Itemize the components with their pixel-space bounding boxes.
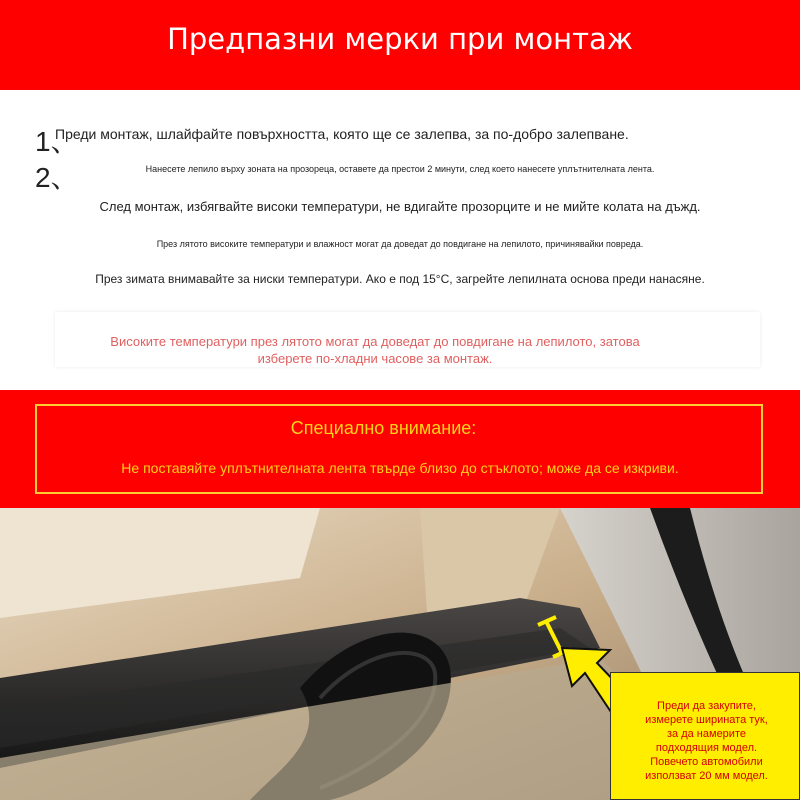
attention-banner: [0, 390, 800, 508]
attention-title: Специално внимание:: [290, 418, 477, 438]
measure-line-2: измерете ширината тук,: [645, 714, 768, 726]
step-line-3: След монтаж, избягвайте високи температури, не вдигайте прозорците и не мийте колата на дъжд.: [99, 199, 701, 214]
measure-line-6: използват 20 мм модел.: [645, 770, 768, 782]
step-line-2: Нанесете лепило върху зоната на прозореца, оставете да престои 2 минути, след което нанесете уплътнителната лента.: [145, 164, 655, 174]
measure-line-1: Преди да закупите,: [657, 700, 756, 712]
note-line-1: Високите температури през лятото могат да доведат до повдигане на лепилото, затова: [110, 334, 640, 349]
note-line-2: изберете по-хладни часове за монтаж.: [257, 351, 493, 366]
header-banner: [0, 0, 800, 90]
measure-line-3: за да намерите: [667, 728, 746, 740]
measure-line-5: Повечето автомобили: [650, 756, 763, 768]
step-line-1: Преди монтаж, шлайфайте повърхността, която ще се залепва, за по-добро залепване.: [55, 126, 629, 142]
measure-line-4: подходящия модел.: [655, 742, 758, 754]
attention-text: Не поставяйте уплътнителната лента твърде близо до стъклото; може да се изкриви.: [121, 460, 679, 476]
step-line-5: През зимата внимавайте за ниски температури. Ако е под 15°C, загрейте лепилната основа преди нанасяне.: [95, 272, 705, 286]
page-title: Предпазни мерки при монтаж: [167, 22, 633, 56]
step-line-4: През лятото високите температури и влажност могат да доведат до повдигане на лепилото, причинявайки повреда.: [156, 239, 644, 249]
measure-text: [619, 699, 794, 783]
summer-note: [0, 333, 750, 367]
step-number-2: 2、: [35, 162, 79, 193]
measure-callout: [610, 672, 800, 800]
step-number-1: 1、: [35, 126, 79, 157]
steps-section: [0, 90, 800, 390]
